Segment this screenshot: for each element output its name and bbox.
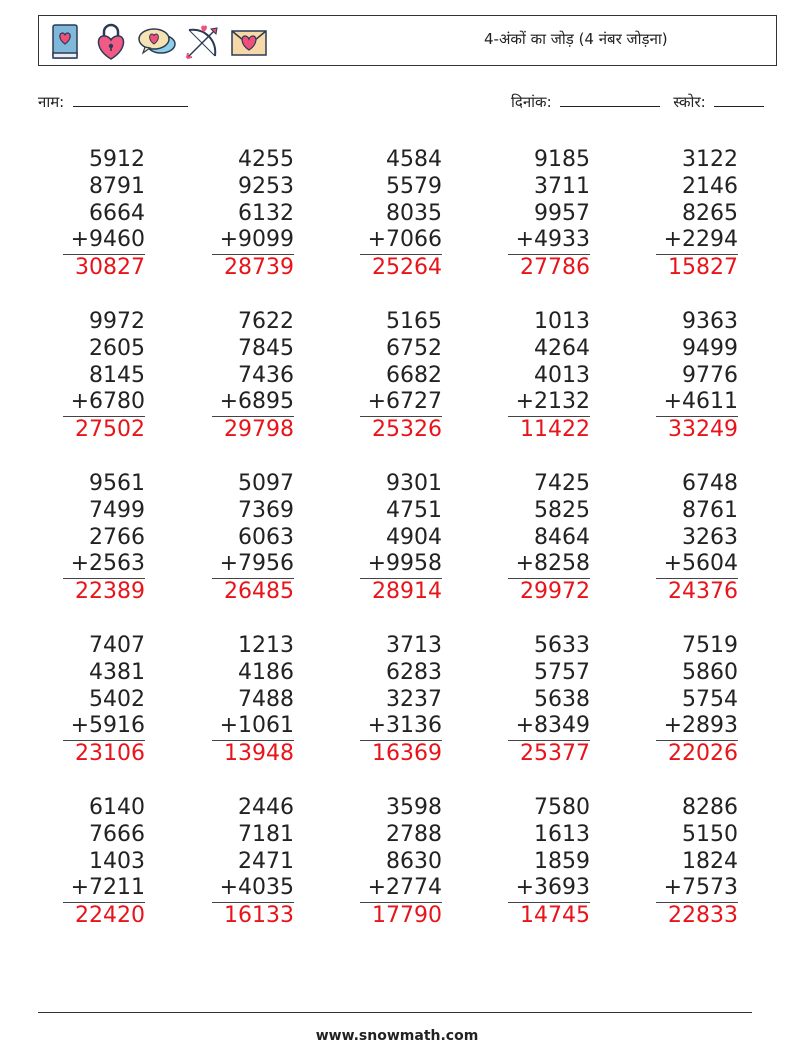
date-score-field <box>511 92 764 112</box>
addend-2: 7499 <box>89 497 145 523</box>
addend-2: 5579 <box>386 173 442 199</box>
answer: 28914 <box>372 579 442 605</box>
addend-2: 6752 <box>386 335 442 361</box>
addend-1: 3122 <box>682 147 738 172</box>
addend-1: 4584 <box>386 147 442 172</box>
addend-3: 8265 <box>682 200 738 226</box>
answer: 16133 <box>224 903 294 929</box>
date-label: दिनांक: <box>511 93 552 111</box>
addition-problem <box>212 471 294 606</box>
footer-site: www.snowmath.com <box>315 1028 479 1044</box>
addend-2: 4381 <box>89 659 145 685</box>
addend-4: +2294 <box>656 227 738 255</box>
date-blank[interactable] <box>560 93 660 107</box>
addend-2: 1613 <box>534 821 590 847</box>
answer: 27786 <box>520 255 590 281</box>
addend-3: 5754 <box>682 686 738 712</box>
addend-3: 5402 <box>89 686 145 712</box>
addend-4: +2132 <box>508 389 590 417</box>
addend-4: +9958 <box>360 551 442 579</box>
addend-1: 7580 <box>534 795 590 820</box>
addition-problem <box>508 147 590 282</box>
addend-1: 5097 <box>238 471 294 496</box>
answer: 25326 <box>372 417 442 443</box>
addend-4: +4035 <box>212 875 294 903</box>
addend-3: 9776 <box>682 362 738 388</box>
addend-4: +4611 <box>656 389 738 417</box>
addend-1: 7425 <box>534 471 590 496</box>
answer: 14745 <box>520 903 590 929</box>
addend-4: +5916 <box>63 713 145 741</box>
addend-4: +9099 <box>212 227 294 255</box>
cupid-bow-arrow-icon <box>183 22 223 62</box>
answer: 24376 <box>668 579 738 605</box>
addend-2: 7181 <box>238 821 294 847</box>
addition-problem <box>63 309 145 444</box>
answer: 22026 <box>668 741 738 767</box>
addend-3: 4904 <box>386 524 442 550</box>
addend-3: 6664 <box>89 200 145 226</box>
answer: 15827 <box>668 255 738 281</box>
icon-strip <box>45 22 269 62</box>
addition-problem <box>656 795 738 930</box>
addition-problem <box>360 147 442 282</box>
addend-2: 5757 <box>534 659 590 685</box>
addend-4: +3693 <box>508 875 590 903</box>
love-letter-envelope-icon <box>229 22 269 62</box>
addition-problem <box>63 795 145 930</box>
addend-1: 9363 <box>682 309 738 334</box>
addition-problem <box>63 471 145 606</box>
addend-1: 7407 <box>89 633 145 658</box>
addend-1: 8286 <box>682 795 738 820</box>
answer: 33249 <box>668 417 738 443</box>
addition-problem <box>212 795 294 930</box>
answer: 22833 <box>668 903 738 929</box>
name-label: नाम: <box>38 93 65 111</box>
addition-problem <box>212 633 294 768</box>
addend-3: 6063 <box>238 524 294 550</box>
answer: 17790 <box>372 903 442 929</box>
addend-4: +2563 <box>63 551 145 579</box>
footer-divider <box>38 1012 752 1013</box>
addend-4: +7956 <box>212 551 294 579</box>
addend-3: 2766 <box>89 524 145 550</box>
addend-1: 9972 <box>89 309 145 334</box>
addend-3: 1859 <box>534 848 590 874</box>
addition-problem <box>360 309 442 444</box>
addend-1: 2446 <box>238 795 294 820</box>
answer: 26485 <box>224 579 294 605</box>
addend-4: +6895 <box>212 389 294 417</box>
addend-3: 8145 <box>89 362 145 388</box>
addition-problem <box>360 633 442 768</box>
addend-2: 9253 <box>238 173 294 199</box>
addend-2: 2605 <box>89 335 145 361</box>
answer: 11422 <box>520 417 590 443</box>
addend-4: +7573 <box>656 875 738 903</box>
answer: 13948 <box>224 741 294 767</box>
addend-4: +7211 <box>63 875 145 903</box>
addend-3: 6682 <box>386 362 442 388</box>
score-blank[interactable] <box>714 93 764 107</box>
answer: 25264 <box>372 255 442 281</box>
addend-4: +6780 <box>63 389 145 417</box>
addend-1: 4255 <box>238 147 294 172</box>
addend-1: 7519 <box>682 633 738 658</box>
worksheet-header <box>38 15 777 66</box>
addend-2: 8791 <box>89 173 145 199</box>
addition-problem <box>360 795 442 930</box>
addend-2: 5860 <box>682 659 738 685</box>
score-label: स्कोर: <box>673 93 706 111</box>
addition-problem <box>212 309 294 444</box>
addend-3: 3237 <box>386 686 442 712</box>
addend-2: 4751 <box>386 497 442 523</box>
addend-2: 5150 <box>682 821 738 847</box>
addition-problem <box>508 795 590 930</box>
addend-1: 5912 <box>89 147 145 172</box>
answer: 29798 <box>224 417 294 443</box>
addend-2: 7666 <box>89 821 145 847</box>
addend-4: +9460 <box>63 227 145 255</box>
addend-2: 5825 <box>534 497 590 523</box>
addend-3: 7436 <box>238 362 294 388</box>
addend-2: 2146 <box>682 173 738 199</box>
addend-1: 9561 <box>89 471 145 496</box>
answer: 16369 <box>372 741 442 767</box>
addend-3: 5638 <box>534 686 590 712</box>
answer: 27502 <box>75 417 145 443</box>
addend-3: 7488 <box>238 686 294 712</box>
addition-problem <box>508 309 590 444</box>
addend-3: 6132 <box>238 200 294 226</box>
addend-2: 7845 <box>238 335 294 361</box>
addend-2: 7369 <box>238 497 294 523</box>
love-chat-bubbles-icon <box>137 22 177 62</box>
addend-4: +1061 <box>212 713 294 741</box>
addend-1: 9301 <box>386 471 442 496</box>
addition-problem <box>508 633 590 768</box>
addend-4: +5604 <box>656 551 738 579</box>
addend-4: +8349 <box>508 713 590 741</box>
addend-3: 1403 <box>89 848 145 874</box>
addition-problem <box>63 147 145 282</box>
addend-2: 6283 <box>386 659 442 685</box>
addend-2: 4186 <box>238 659 294 685</box>
worksheet-title: 4-अंकों का जोड़ (4 नंबर जोड़ना) <box>484 30 668 48</box>
addend-2: 2788 <box>386 821 442 847</box>
addend-1: 5165 <box>386 309 442 334</box>
addend-4: +6727 <box>360 389 442 417</box>
answer: 22389 <box>75 579 145 605</box>
addition-problem <box>656 147 738 282</box>
addition-problem <box>656 471 738 606</box>
name-field <box>38 92 188 112</box>
addend-3: 9957 <box>534 200 590 226</box>
heart-book-icon <box>45 22 85 62</box>
answer: 22420 <box>75 903 145 929</box>
name-blank[interactable] <box>73 93 188 107</box>
addend-1: 3598 <box>386 795 442 820</box>
addend-4: +2774 <box>360 875 442 903</box>
addition-problem <box>656 633 738 768</box>
answer: 28739 <box>224 255 294 281</box>
addition-problem <box>63 633 145 768</box>
answer: 25377 <box>520 741 590 767</box>
addend-1: 9185 <box>534 147 590 172</box>
answer: 30827 <box>75 255 145 281</box>
addend-4: +4933 <box>508 227 590 255</box>
addend-2: 3711 <box>534 173 590 199</box>
addend-3: 8464 <box>534 524 590 550</box>
addition-problem <box>360 471 442 606</box>
addend-1: 3713 <box>386 633 442 658</box>
addend-3: 4013 <box>534 362 590 388</box>
answer: 29972 <box>520 579 590 605</box>
addend-1: 5633 <box>534 633 590 658</box>
addend-3: 3263 <box>682 524 738 550</box>
answer: 23106 <box>75 741 145 767</box>
addend-4: +8258 <box>508 551 590 579</box>
addend-4: +2893 <box>656 713 738 741</box>
addend-3: 2471 <box>238 848 294 874</box>
addend-3: 8035 <box>386 200 442 226</box>
addend-2: 4264 <box>534 335 590 361</box>
heart-padlock-icon <box>91 22 131 62</box>
addition-problem <box>212 147 294 282</box>
addend-1: 1013 <box>534 309 590 334</box>
addend-1: 7622 <box>238 309 294 334</box>
addition-problem <box>508 471 590 606</box>
addend-1: 6140 <box>89 795 145 820</box>
addend-1: 1213 <box>238 633 294 658</box>
addition-problem <box>656 309 738 444</box>
addend-3: 1824 <box>682 848 738 874</box>
addend-4: +3136 <box>360 713 442 741</box>
addend-2: 8761 <box>682 497 738 523</box>
addend-3: 8630 <box>386 848 442 874</box>
addend-4: +7066 <box>360 227 442 255</box>
addend-1: 6748 <box>682 471 738 496</box>
addend-2: 9499 <box>682 335 738 361</box>
